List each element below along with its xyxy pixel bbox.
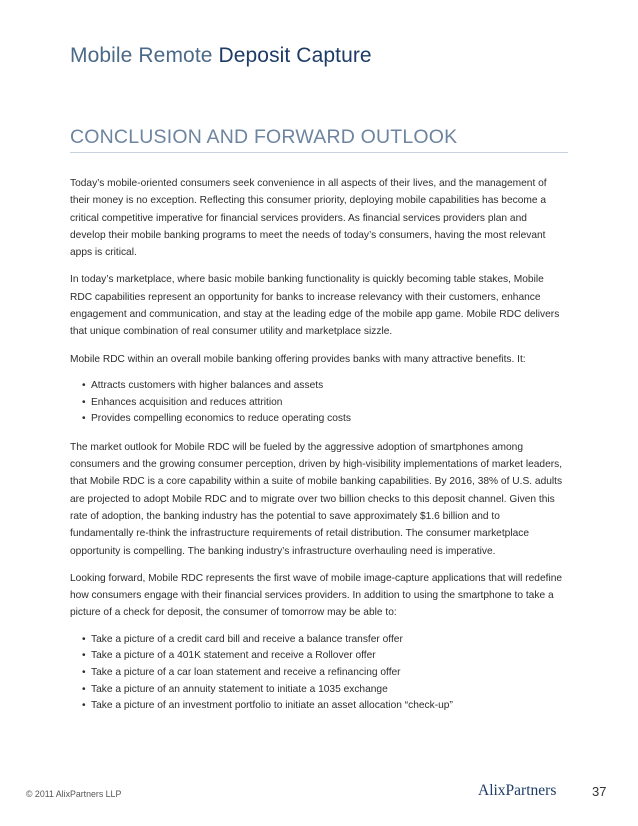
list-item: • Take a picture of a car loan statement and receive a refinancing offer xyxy=(82,665,565,682)
paragraph: Looking forward, Mobile RDC represents the first wave of mobile image-capture applications that will redefine how consumers engage with their financial services providers. In addition to using the smartphone to take a picture of a check for deposit, the consumer of tomorrow may be able to: xyxy=(70,572,563,619)
body-text xyxy=(70,175,565,726)
list-item: • Provides compelling economics to reduce operating costs xyxy=(82,411,565,428)
page-number: 37 xyxy=(592,784,607,799)
paragraph: Mobile RDC within an overall mobile banking offering provides banks with many attractive benefits. It: xyxy=(70,353,526,365)
list-item: • Take a picture of a credit card bill and receive a balance transfer offer xyxy=(82,632,565,649)
paragraph: In today’s marketplace, where basic mobile banking functionality is quickly becoming table stakes, Mobile RDC capabilities represent an opportunity for banks to increase relevancy with their customers, enhance engagement and communication, and stay at the leading edge of the mobile app game. Mobile RDC delivers that unique combination of real consumer utility and marketplace sizzle. xyxy=(70,274,560,338)
benefits-list xyxy=(70,378,565,428)
paragraph: The market outlook for Mobile RDC will be fueled by the aggressive adoption of smartphones among consumers and the growing consumer perception, driven by high-visibility implementations of market leaders, that Mobile RDC is a core capability within a suite of mobile banking capabilities. By 2016, 38% of U.S. adults are projected to adopt Mobile RDC and to migrate over two billion checks to this deposit channel. Given this rate of adoption, the banking industry has the potential to save approximately $1.6 billion and to fundamentally re-think the infrastructure requirements of retail distribution. The consumer marketplace opportunity is compelling. The banking industry’s infrastructure overhauling need is imperative. xyxy=(70,441,563,557)
copyright: © 2011 AlixPartners LLP xyxy=(26,789,122,799)
future-list xyxy=(70,632,565,715)
alixpartners-logo: AlixPartners xyxy=(478,782,557,799)
list-item: • Attracts customers with higher balances and assets xyxy=(82,378,565,395)
list-item: • Take a picture of an investment portfolio to initiate an asset allocation “check-up” xyxy=(82,698,565,715)
header-title-plain: Mobile Remote xyxy=(70,44,219,67)
paragraph: Today’s mobile-oriented consumers seek convenience in all aspects of their lives, and the management of their money is no exception. Reflecting this consumer priority, deploying mobile capabilities has become a critical competitive imperative for financial services providers. As financial services providers plan and develop their mobile banking programs to meet the needs of today’s consumers, having the most relevant apps is critical. xyxy=(70,178,547,259)
section-title: CONCLUSION AND FORWARD OUTLOOK xyxy=(70,126,568,153)
header-title-strong: Deposit Capture xyxy=(218,44,372,67)
list-item: • Take a picture of an annuity statement to initiate a 1035 exchange xyxy=(82,682,565,699)
list-item: • Take a picture of a 401K statement and receive a Rollover offer xyxy=(82,648,565,665)
list-item: • Enhances acquisition and reduces attrition xyxy=(82,395,565,412)
page-header xyxy=(70,44,372,68)
